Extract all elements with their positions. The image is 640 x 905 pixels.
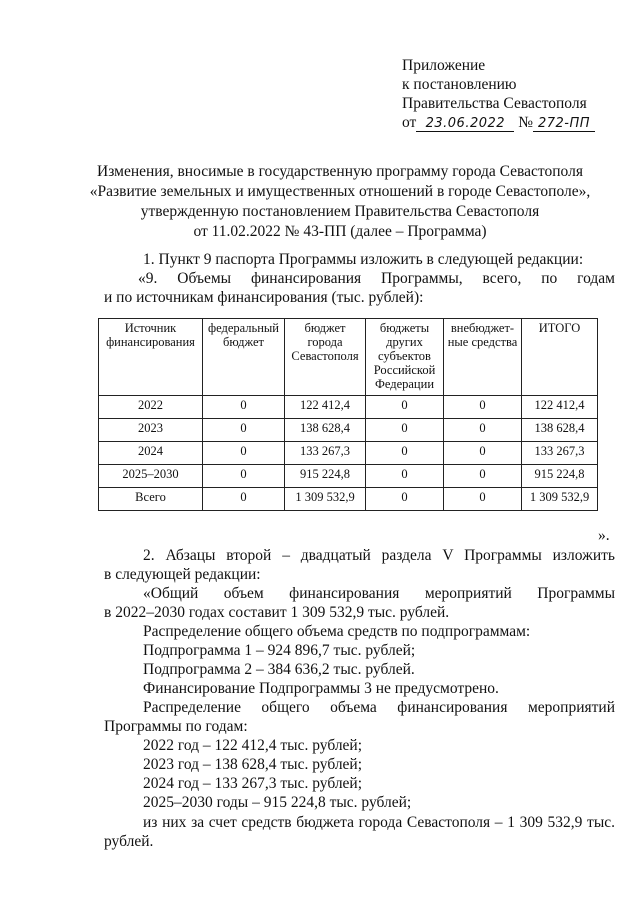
table-cell: 915 224,8	[522, 465, 598, 488]
table-cell: 0	[203, 488, 285, 511]
total-financing-line-1: «Общий объем финансирования мероприятий Программы	[143, 585, 615, 602]
date-prefix: от	[402, 114, 417, 131]
table-cell: 133 267,3	[285, 442, 366, 465]
table-header: бюджет города Севастополя	[285, 319, 366, 396]
appendix-block	[402, 56, 595, 132]
table-cell: 0	[444, 442, 522, 465]
table-cell: 0	[366, 419, 444, 442]
table-header: внебюджет-ные средства	[444, 319, 522, 396]
table-cell: 2023	[99, 419, 203, 442]
table-cell: 0	[366, 396, 444, 419]
budget-source-line-1: из них за счет средств бюджета города Севастополя – 1 309 532,9 тыс.	[143, 814, 615, 831]
table-cell: 0	[444, 396, 522, 419]
year-2022: 2022 год – 122 412,4 тыс. рублей;	[143, 737, 363, 754]
appendix-line-3: Правительства Севастополя	[402, 95, 587, 112]
table-cell: 2024	[99, 442, 203, 465]
table-row	[99, 465, 598, 488]
item1-quote-line-1: «9. Объемы финансирования Программы, всего, по годам	[138, 270, 615, 287]
handwritten-number: 272-ПП	[533, 116, 595, 132]
table-cell: 122 412,4	[522, 396, 598, 419]
table-cell: 1 309 532,9	[285, 488, 366, 511]
table-header: ИТОГО	[522, 319, 598, 396]
handwritten-date: 23.06.2022	[416, 116, 514, 132]
year-2023: 2023 год – 138 628,4 тыс. рублей;	[143, 756, 363, 773]
item2-intro-line-1: 2. Абзацы второй – двадцатый раздела V Программы изложить	[143, 547, 615, 564]
year-2025-2030: 2025–2030 годы – 915 224,8 тыс. рублей;	[143, 794, 412, 811]
financing-table	[98, 318, 598, 511]
table-cell: 0	[366, 465, 444, 488]
table-cell: 138 628,4	[522, 419, 598, 442]
table-header: федеральный бюджет	[203, 319, 285, 396]
table-row	[99, 396, 598, 419]
table-cell: 0	[444, 488, 522, 511]
appendix-reference	[402, 113, 595, 132]
distribution-subprograms: Распределение общего объема средств по подпрограммам:	[143, 623, 531, 640]
table-cell: 133 267,3	[522, 442, 598, 465]
appendix-line-1: Приложение	[402, 57, 486, 74]
table-cell: 0	[366, 488, 444, 511]
subprogram-3: Финансирование Подпрограммы 3 не предусмотрено.	[143, 680, 499, 697]
item2-intro-line-2: в следующей редакции:	[104, 566, 261, 583]
appendix-line-2: к постановлению	[402, 76, 517, 93]
heading-line-1: Изменения, вносимые в государственную программу города Севастополя	[97, 163, 583, 180]
total-financing-line-2: в 2022–2030 годах составит 1 309 532,9 тыс. рублей.	[104, 604, 450, 621]
table-cell: 122 412,4	[285, 396, 366, 419]
distribution-years-line-2: Программы по годам:	[104, 718, 248, 735]
table-header-row	[99, 319, 598, 396]
year-2024: 2024 год – 133 267,3 тыс. рублей;	[143, 775, 363, 792]
number-prefix: №	[518, 114, 533, 131]
table-cell: 0	[444, 465, 522, 488]
table-cell: 2025–2030	[99, 465, 203, 488]
heading-line-2: «Развитие земельных и имущественных отношений в городе Севастополе»,	[89, 183, 591, 200]
table-cell: 1 309 532,9	[522, 488, 598, 511]
table-cell: Всего	[99, 488, 203, 511]
table-cell: 915 224,8	[285, 465, 366, 488]
table-cell: 0	[203, 419, 285, 442]
table-cell: 0	[203, 465, 285, 488]
distribution-years-line-1: Распределение общего объема финансирования мероприятий	[143, 699, 615, 716]
table-cell: 0	[366, 442, 444, 465]
table-cell: 0	[203, 442, 285, 465]
table-cell: 0	[203, 396, 285, 419]
table-header: бюджеты других субъектов Российской Федерации	[366, 319, 444, 396]
table-cell: 0	[444, 419, 522, 442]
subprogram-1: Подпрограмма 1 – 924 896,7 тыс. рублей;	[143, 642, 416, 659]
table-row	[99, 419, 598, 442]
document-heading	[60, 162, 620, 242]
heading-line-4: от 11.02.2022 № 43-ПП (далее – Программа)	[193, 223, 487, 240]
table-cell: 138 628,4	[285, 419, 366, 442]
subprogram-2: Подпрограмма 2 – 384 636,2 тыс. рублей.	[143, 661, 415, 678]
table-header: Источник финансирования	[99, 319, 203, 396]
budget-source-line-2: рублей.	[104, 833, 154, 850]
table-cell: 2022	[99, 396, 203, 419]
item1-quote-line-2: и по источникам финансирования (тыс. рублей):	[104, 289, 424, 306]
table-row	[99, 488, 598, 511]
table-close-quote: ».	[598, 527, 610, 544]
table-row	[99, 442, 598, 465]
heading-line-3: утвержденную постановлением Правительства Севастополя	[140, 203, 540, 220]
item1-intro: 1. Пункт 9 паспорта Программы изложить в следующей редакции:	[143, 251, 584, 268]
